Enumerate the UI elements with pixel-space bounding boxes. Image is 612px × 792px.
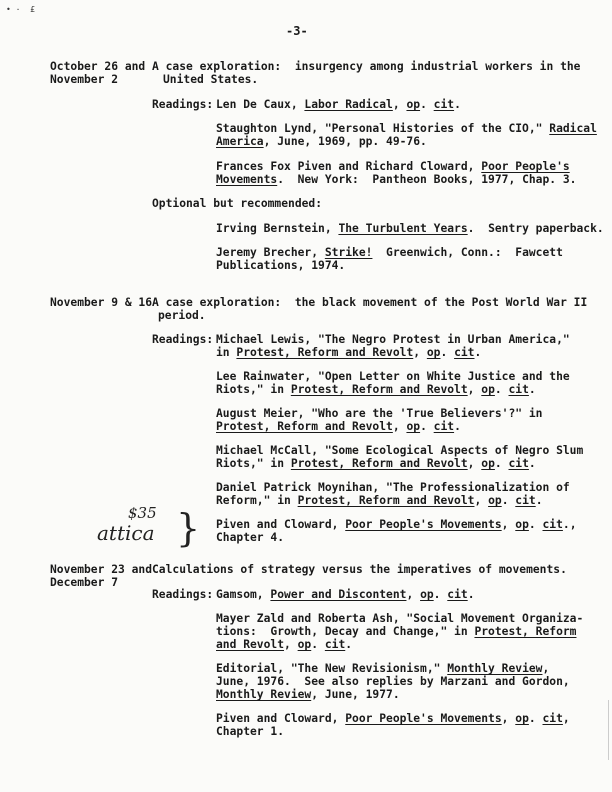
citation: Staughton Lynd, "Personal Histories of the CIO," Radical bbox=[216, 122, 597, 135]
citation: August Meier, "Who are the 'True Believers'?" in bbox=[216, 407, 543, 420]
citation-cont: and Revolt, op. cit. bbox=[216, 638, 353, 651]
section-1-dates-line1: October 26 and bbox=[50, 60, 146, 73]
citation-cont: Riots," in Protest, Reform and Revolt, op. cit. bbox=[216, 383, 536, 396]
handwritten-word: attica bbox=[97, 521, 155, 545]
section-1-readings-label: Readings: bbox=[152, 98, 214, 111]
citation: Editorial, "The New Revisionism," Monthly Review, bbox=[216, 662, 550, 675]
section-1-topic-line1: A case exploration: insurgency among industrial workers in the bbox=[152, 60, 581, 73]
handwritten-brace: } bbox=[176, 506, 201, 550]
citation-cont: Monthly Review, June, 1977. bbox=[216, 688, 400, 701]
citation-cont: Reform," in Protest, Reform and Revolt, op. cit. bbox=[216, 494, 543, 507]
citation: Piven and Cloward, Poor People's Movements, op. cit., bbox=[216, 518, 577, 531]
section-2-topic-line1: A case exploration: the black movement of the Post World War II bbox=[152, 296, 588, 309]
section-3-dates-line1: November 23 and bbox=[50, 563, 153, 576]
citation: Piven and Cloward, Poor People's Movements, op. cit, bbox=[216, 712, 570, 725]
citation: Irving Bernstein, The Turbulent Years. Sentry paperback. bbox=[216, 222, 604, 235]
section-2-topic-line2: period. bbox=[158, 309, 206, 322]
section-1-dates-line2: November 2 bbox=[50, 73, 119, 86]
section-2-readings-label: Readings: bbox=[152, 333, 214, 346]
citation-cont: Chapter 4. bbox=[216, 531, 285, 544]
citation: Daniel Patrick Moynihan, "The Professionalization of bbox=[216, 481, 570, 494]
scan-specks: • · £ bbox=[6, 5, 35, 14]
citation-cont: in Protest, Reform and Revolt, op. cit. bbox=[216, 346, 482, 359]
handwritten-price: $35 bbox=[128, 504, 157, 522]
citation-cont: Protest, Reform and Revolt, op. cit. bbox=[216, 420, 461, 433]
citation: Jeremy Brecher, Strike! Greenwich, Conn.: Fawcett bbox=[216, 246, 563, 259]
section-3-dates-line2: December 7 bbox=[50, 576, 119, 589]
citation: Frances Fox Piven and Richard Cloward, Poor People's bbox=[216, 160, 570, 173]
optional-label: Optional but recommended: bbox=[152, 197, 323, 210]
citation-cont: Movements. New York: Pantheon Books, 1977, Chap. 3. bbox=[216, 173, 577, 186]
section-3-topic: Calculations of strategy versus the imperatives of movements. bbox=[152, 563, 567, 576]
section-3-readings-label: Readings: bbox=[152, 588, 214, 601]
page-number: -3- bbox=[286, 24, 308, 38]
citation: Lee Rainwater, "Open Letter on White Justice and the bbox=[216, 370, 570, 383]
scan-edge-line bbox=[608, 700, 609, 760]
citation-cont: Chapter 1. bbox=[216, 725, 285, 738]
citation-cont: Publications, 1974. bbox=[216, 259, 346, 272]
citation: Gamsom, Power and Discontent, op. cit. bbox=[216, 588, 475, 601]
citation: Michael McCall, "Some Ecological Aspects of Negro Slum bbox=[216, 444, 584, 457]
citation-cont: Riots," in Protest, Reform and Revolt, op. cit. bbox=[216, 457, 536, 470]
citation-cont: June, 1976. See also replies by Marzani and Gordon, bbox=[216, 675, 570, 688]
citation: Mayer Zald and Roberta Ash, "Social Movement Organiza- bbox=[216, 612, 584, 625]
citation-cont: America, June, 1969, pp. 49-76. bbox=[216, 135, 427, 148]
citation-cont: tions: Growth, Decay and Change," in Protest, Reform bbox=[216, 625, 577, 638]
citation: Michael Lewis, "The Negro Protest in Urban America," bbox=[216, 333, 570, 346]
section-2-dates: November 9 & 16 bbox=[50, 296, 153, 309]
section-1-topic-line2: United States. bbox=[163, 73, 259, 86]
citation: Len De Caux, Labor Radical, op. cit. bbox=[216, 98, 461, 111]
